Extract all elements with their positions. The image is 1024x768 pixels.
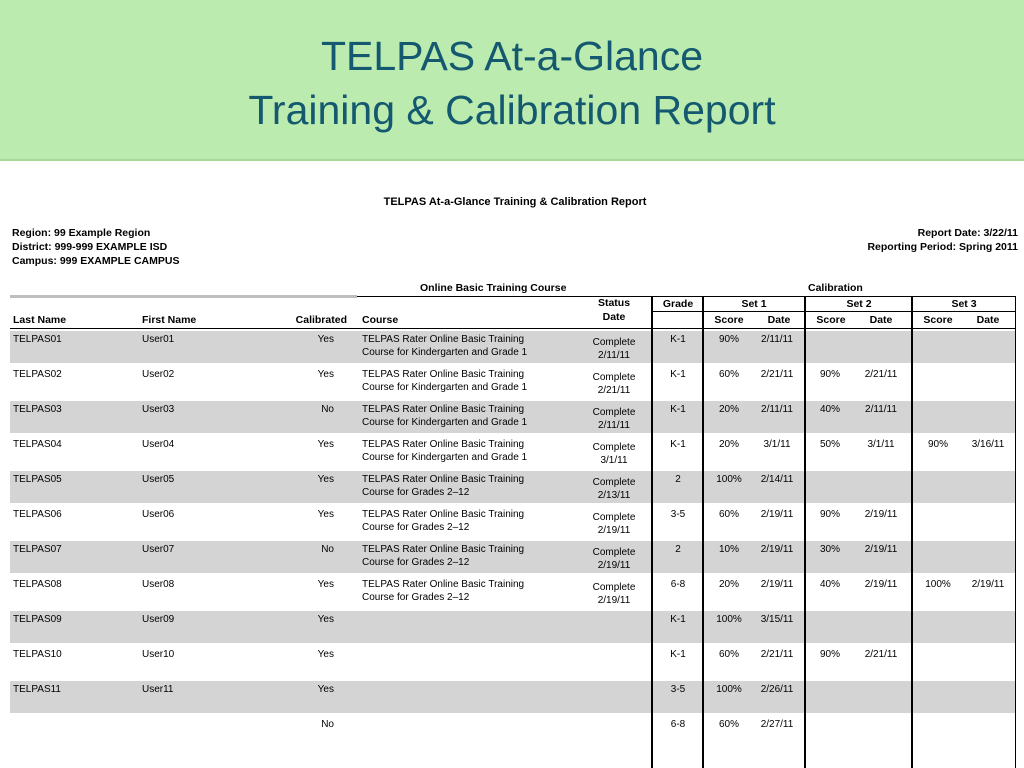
- cell-set2-date: 2/19/11: [864, 579, 898, 590]
- cell-first-name: User10: [142, 649, 175, 660]
- status-header-line1: Status: [597, 297, 631, 309]
- cell-grade: 3-5: [670, 684, 686, 695]
- grid-line-right: [1015, 296, 1016, 768]
- header-rule-sets: [652, 311, 1015, 312]
- cell-set1-score: 100%: [716, 684, 742, 695]
- cell-last-name: TELPAS10: [13, 649, 62, 660]
- cell-set1-score: 10%: [718, 544, 739, 555]
- col-header-set1-date: Date: [767, 314, 791, 326]
- cell-course-line: TELPAS Rater Online Basic Training: [362, 369, 525, 380]
- cell-grade: K-1: [670, 369, 686, 380]
- cell-grade: K-1: [670, 439, 686, 450]
- cell-status-line: 2/19/11: [597, 560, 631, 571]
- cell-set2-date: 3/1/11: [867, 439, 895, 450]
- cell-status-line: Complete: [592, 547, 636, 558]
- cell-status-line: 2/13/11: [597, 490, 631, 501]
- cell-set2-score: 40%: [819, 579, 840, 590]
- cell-set2-score: 40%: [819, 404, 840, 415]
- cell-status-line: Complete: [592, 407, 636, 418]
- cell-course-line: Course for Grades 2–12: [362, 592, 470, 603]
- status-header-line2: Date: [602, 311, 626, 323]
- cell-set1-date: 2/19/11: [760, 579, 794, 590]
- cell-first-name: User01: [142, 334, 175, 345]
- cell-course: [362, 578, 577, 604]
- cell-set3-date: 2/19/11: [971, 579, 1005, 590]
- cell-grade: K-1: [670, 334, 686, 345]
- cell-set1-date: 2/19/11: [760, 544, 794, 555]
- cell-course-line: Course for Grades 2–12: [362, 487, 470, 498]
- cell-grade: 2: [675, 474, 681, 485]
- cell-calibrated: Yes: [317, 579, 334, 590]
- report-date-label: Report Date: 3/22/11: [917, 227, 1018, 239]
- cell-set1-score: 60%: [718, 719, 739, 730]
- cell-set3-score: 100%: [925, 579, 951, 590]
- cell-course-line: TELPAS Rater Online Basic Training: [362, 579, 525, 590]
- cell-calibrated: Yes: [317, 649, 334, 660]
- cell-set2-date: 2/19/11: [864, 509, 898, 520]
- cell-calibrated: Yes: [317, 334, 334, 345]
- cell-grade: K-1: [670, 649, 686, 660]
- cell-first-name: User06: [142, 509, 175, 520]
- cell-calibrated: Yes: [317, 684, 334, 695]
- cell-course-line: Course for Kindergarten and Grade 1: [362, 417, 528, 428]
- cell-set2-score: 90%: [819, 509, 840, 520]
- cell-status-line: 2/21/11: [597, 385, 631, 396]
- cell-first-name: User04: [142, 439, 175, 450]
- cell-set2-date: 2/19/11: [864, 544, 898, 555]
- cell-last-name: TELPAS09: [13, 614, 62, 625]
- cell-grade: 3-5: [670, 509, 686, 520]
- cell-status-date: [583, 546, 645, 572]
- col-header-first-name: First Name: [142, 314, 197, 326]
- cell-status-date: [583, 476, 645, 502]
- cell-course: [362, 333, 577, 359]
- cell-grade: K-1: [670, 404, 686, 415]
- cell-set1-date: 2/19/11: [760, 509, 794, 520]
- cell-calibrated: No: [321, 544, 334, 555]
- cell-course: [362, 438, 577, 464]
- cell-set1-date: 2/26/11: [760, 684, 794, 695]
- cell-set1-score: 90%: [718, 334, 739, 345]
- cell-calibrated: Yes: [317, 614, 334, 625]
- col-header-calibrated: Calibrated: [295, 314, 347, 326]
- cell-grade: 6-8: [670, 719, 686, 730]
- reporting-period-label: Reporting Period: Spring 2011: [867, 241, 1018, 253]
- report-title: TELPAS At-a-Glance Training & Calibration Report: [383, 196, 647, 208]
- group-header-training: Online Basic Training Course: [420, 282, 567, 294]
- col-header-status-date: [583, 296, 645, 324]
- cell-status-line: 3/1/11: [600, 455, 628, 466]
- cell-set1-score: 20%: [718, 404, 739, 415]
- cell-course: [362, 508, 577, 534]
- cell-status-line: 2/11/11: [598, 420, 630, 431]
- cell-calibrated: No: [321, 719, 334, 730]
- cell-calibrated: Yes: [317, 439, 334, 450]
- cell-last-name: TELPAS04: [13, 439, 62, 450]
- cell-calibrated: Yes: [317, 509, 334, 520]
- cell-status-line: Complete: [592, 512, 636, 523]
- cell-set1-date: 2/21/11: [760, 369, 794, 380]
- cell-set1-date: 2/11/11: [761, 404, 793, 415]
- cell-set1-score: 100%: [716, 474, 742, 485]
- cell-course-line: TELPAS Rater Online Basic Training: [362, 334, 525, 345]
- cell-set1-date: 2/21/11: [760, 649, 794, 660]
- cell-course-line: TELPAS Rater Online Basic Training: [362, 544, 525, 555]
- cell-course: [362, 403, 577, 429]
- cell-first-name: User09: [142, 614, 175, 625]
- grid-line-set3-left: [911, 296, 913, 768]
- cell-course: [362, 368, 577, 394]
- cell-course-line: Course for Kindergarten and Grade 1: [362, 452, 528, 463]
- cell-set1-score: 60%: [718, 649, 739, 660]
- cell-set1-date: 2/27/11: [760, 719, 794, 730]
- cell-status-line: 2/19/11: [597, 525, 631, 536]
- cell-grade: 6-8: [670, 579, 686, 590]
- cell-set1-score: 20%: [718, 439, 739, 450]
- grid-line-grade-left: [651, 296, 653, 768]
- cell-last-name: TELPAS07: [13, 544, 62, 555]
- cell-status-date: [583, 406, 645, 432]
- group-header-calibration: Calibration: [808, 282, 863, 294]
- col-header-set1-score: Score: [714, 314, 744, 326]
- cell-course-line: TELPAS Rater Online Basic Training: [362, 474, 525, 485]
- cell-last-name: TELPAS02: [13, 369, 62, 380]
- col-header-set3: Set 3: [951, 298, 977, 310]
- cell-set1-score: 60%: [718, 509, 739, 520]
- banner-title-line1: TELPAS At-a-Glance: [320, 33, 704, 79]
- report-location-info: [12, 226, 179, 268]
- grid-line-set2-left: [804, 296, 806, 768]
- cell-status-line: Complete: [592, 337, 636, 348]
- col-header-set3-date: Date: [976, 314, 1000, 326]
- cell-first-name: User02: [142, 369, 175, 380]
- cell-grade: K-1: [670, 614, 686, 625]
- col-header-set2-score: Score: [816, 314, 846, 326]
- cell-set2-score: 90%: [819, 649, 840, 660]
- cell-course-line: Course for Grades 2–12: [362, 557, 470, 568]
- cell-last-name: TELPAS06: [13, 509, 62, 520]
- cell-set2-date: 2/11/11: [865, 404, 897, 415]
- cell-status-date: [583, 336, 645, 362]
- report-sheet: [0, 162, 1024, 768]
- cell-course-line: TELPAS Rater Online Basic Training: [362, 439, 525, 450]
- cell-set2-date: 2/21/11: [864, 369, 898, 380]
- cell-status-date: [583, 441, 645, 467]
- cell-status-date: [583, 371, 645, 397]
- cell-course-line: Course for Kindergarten and Grade 1: [362, 382, 528, 393]
- report-date-info: [867, 226, 1018, 254]
- cell-status-line: Complete: [592, 442, 636, 453]
- cell-set2-score: 50%: [819, 439, 840, 450]
- cell-last-name: TELPAS11: [13, 684, 61, 695]
- col-header-grade: Grade: [662, 298, 694, 310]
- cell-status-date: [583, 511, 645, 537]
- grid-line-set1-left: [702, 296, 704, 768]
- campus-label: Campus: 999 EXAMPLE CAMPUS: [12, 255, 180, 267]
- cell-calibrated: Yes: [317, 474, 334, 485]
- banner-title-line2: Training & Calibration Report: [248, 87, 776, 133]
- cell-course-line: Course for Kindergarten and Grade 1: [362, 347, 528, 358]
- district-label: District: 999-999 EXAMPLE ISD: [12, 241, 168, 253]
- cell-status-line: Complete: [592, 477, 636, 488]
- col-header-set3-score: Score: [923, 314, 953, 326]
- cell-course-line: TELPAS Rater Online Basic Training: [362, 509, 525, 520]
- cell-status-line: 2/19/11: [597, 595, 631, 606]
- cell-first-name: User08: [142, 579, 175, 590]
- cell-course-line: TELPAS Rater Online Basic Training: [362, 404, 525, 415]
- cell-last-name: TELPAS08: [13, 579, 62, 590]
- cell-last-name: TELPAS01: [13, 334, 62, 345]
- cell-set1-score: 60%: [718, 369, 739, 380]
- col-header-set2: Set 2: [846, 298, 872, 310]
- col-header-set2-date: Date: [869, 314, 893, 326]
- col-header-course: Course: [362, 314, 399, 326]
- cell-status-line: Complete: [592, 372, 636, 383]
- region-label: Region: 99 Example Region: [12, 227, 151, 239]
- cell-last-name: TELPAS03: [13, 404, 62, 415]
- cell-course: [362, 473, 577, 499]
- cell-status-line: 2/11/11: [598, 350, 630, 361]
- col-header-set1: Set 1: [741, 298, 767, 310]
- cell-set3-date: 3/16/11: [971, 439, 1005, 450]
- cell-status-line: Complete: [592, 582, 636, 593]
- cell-set2-score: 30%: [819, 544, 840, 555]
- cell-status-date: [583, 581, 645, 607]
- cell-course: [362, 543, 577, 569]
- cell-set1-score: 100%: [716, 614, 742, 625]
- cell-set1-date: 2/14/11: [760, 474, 794, 485]
- cell-first-name: User05: [142, 474, 175, 485]
- cell-calibrated: Yes: [317, 369, 334, 380]
- cell-set1-date: 2/11/11: [761, 334, 793, 345]
- header-rule-top: [357, 296, 1015, 297]
- cell-calibrated: No: [321, 404, 334, 415]
- cell-set3-score: 90%: [927, 439, 948, 450]
- cell-first-name: User07: [142, 544, 175, 555]
- cell-grade: 2: [675, 544, 681, 555]
- header-rule-bottom: [10, 328, 1015, 329]
- cell-first-name: User03: [142, 404, 175, 415]
- cell-set2-score: 90%: [819, 369, 840, 380]
- cell-first-name: User11: [142, 684, 174, 695]
- cell-course-line: Course for Grades 2–12: [362, 522, 470, 533]
- cell-set1-date: 3/15/11: [760, 614, 794, 625]
- cell-set2-date: 2/21/11: [864, 649, 898, 660]
- header-rule-left: [10, 295, 357, 298]
- col-header-last-name: Last Name: [13, 314, 67, 326]
- cell-set1-score: 20%: [718, 579, 739, 590]
- cell-set1-date: 3/1/11: [763, 439, 791, 450]
- title-banner: [0, 0, 1024, 161]
- cell-last-name: TELPAS05: [13, 474, 62, 485]
